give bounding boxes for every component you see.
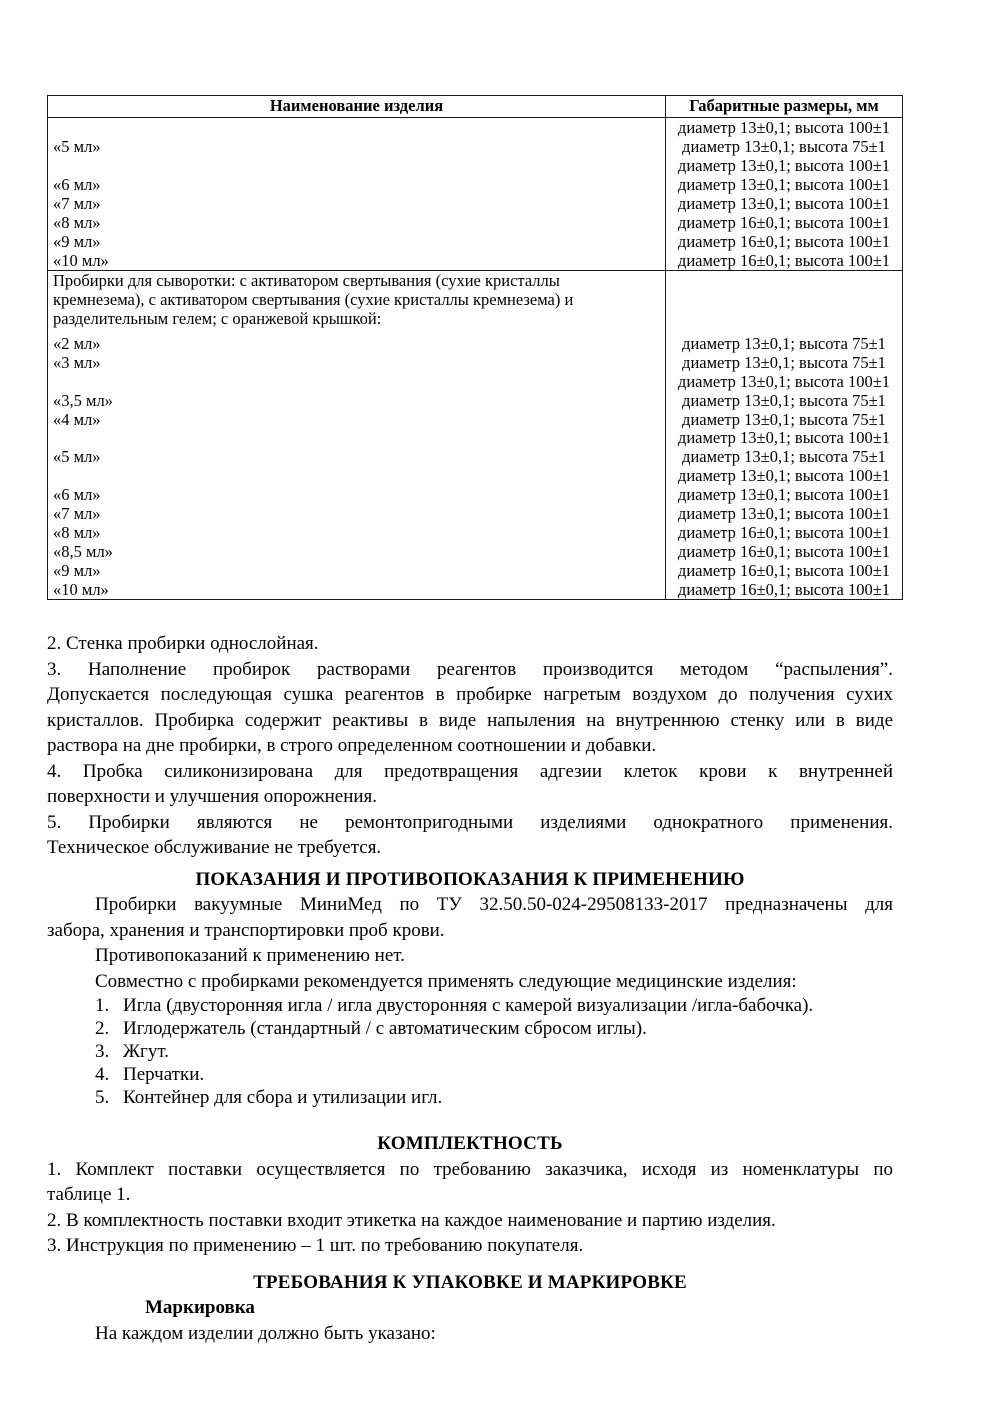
text-line: раствора на дне пробирки, в строго определенном соотношении и добавки. (47, 735, 657, 757)
paragraph-filling (47, 657, 893, 759)
product-name-cell: «9 мл» (48, 232, 666, 251)
table-row (48, 232, 902, 251)
table-row (48, 251, 902, 270)
table-row (48, 194, 902, 213)
dimensions-cell: диаметр 16±0,1; высота 100±1 (677, 560, 891, 580)
table-row (48, 429, 902, 448)
paragraph-instruction (47, 1233, 893, 1259)
serum-intro-line: кремнезема), с активатором свертывания (сухие кристаллы кремнезема) и (53, 290, 574, 309)
text-line: поверхности и улучшения опорожнения. (47, 786, 378, 808)
paragraph-recommended (47, 969, 893, 995)
serum-intro-line: Пробирки для сыворотки: с активатором свертывания (сухие кристаллы (53, 271, 560, 290)
text-line: 2. В комплектность поставки входит этикетка на каждое наименование и партию изделия. (47, 1209, 776, 1231)
list-item-number: 1. (95, 995, 110, 1017)
product-name-cell: «7 мл» (48, 194, 666, 213)
column-header-product-name: Наименование изделия (48, 96, 666, 117)
dimensions-cell: диаметр 16±0,1; высота 100±1 (677, 579, 891, 599)
list-item-text: Иглодержатель (стандартный / с автоматическим сбросом иглы). (123, 1018, 647, 1040)
product-name-cell: «10 мл» (48, 581, 666, 600)
dimensions-cell: диаметр 13±0,1; высота 75±1 (682, 409, 886, 429)
text-line: Пробирки вакуумные МиниМед по ТУ 32.50.50-024-29508133-2017 предназначены для (95, 894, 893, 916)
text-line: таблице 1. (47, 1184, 131, 1206)
paragraph-marking-intro (47, 1321, 893, 1347)
dimensions-cell: диаметр 13±0,1; высота 100±1 (677, 371, 891, 391)
dimensions-cell: диаметр 16±0,1; высота 100±1 (677, 251, 891, 270)
list-item (47, 1086, 893, 1109)
list-item (47, 994, 893, 1017)
text-line: кристаллов. Пробирка содержит реактивы в виде напыления на внутреннюю стенку или в виде (47, 709, 893, 731)
section-heading-packaging: ТРЕБОВАНИЯ К УПАКОВКЕ И МАРКИРОВКЕ (253, 1271, 687, 1293)
section-heading-completeness: КОМПЛЕКТНОСТЬ (377, 1133, 563, 1155)
product-name-cell: «5 мл» (48, 137, 666, 156)
product-name-cell (48, 156, 666, 175)
list-item-text: Контейнер для сбора и утилизации игл. (123, 1087, 443, 1109)
table-row (48, 137, 902, 156)
list-item-number: 4. (95, 1064, 110, 1086)
text-line: Допускается последующая сушка реагентов в пробирке нагретым воздухом до получения сухих (47, 684, 893, 706)
empty-dimensions-cell (666, 271, 902, 335)
dimensions-cell: диаметр 13±0,1; высота 75±1 (682, 352, 886, 372)
dimensions-cell: диаметр 13±0,1; высота 100±1 (677, 485, 891, 505)
serum-intro-line: разделительным гелем; с оранжевой крышкой: (53, 309, 382, 328)
product-name-cell: «3,5 мл» (48, 392, 666, 411)
product-name-cell: «6 мл» (48, 486, 666, 505)
dimensions-cell: диаметр 13±0,1; высота 75±1 (682, 137, 886, 156)
table-row (48, 156, 902, 175)
product-name-cell: «10 мл» (48, 251, 666, 270)
paragraph-contraindications (47, 943, 893, 969)
product-name-cell: «8 мл» (48, 524, 666, 543)
paragraph-wall (47, 631, 893, 657)
table-block-serum (48, 270, 902, 599)
product-name-cell: «8,5 мл» (48, 543, 666, 562)
table-row (48, 448, 902, 467)
paragraph-delivery-set (47, 1157, 893, 1208)
serum-intro-row (48, 271, 902, 335)
text-line: Противопоказаний к применению нет. (95, 945, 405, 967)
table-row (48, 467, 902, 486)
list-item (47, 1017, 893, 1040)
text-line: 1. Комплект поставки осуществляется по требованию заказчика, исходя из номенклатуры по (47, 1158, 893, 1180)
product-name-cell: «9 мл» (48, 562, 666, 581)
paragraph-purpose (47, 892, 893, 943)
column-header-dimensions: Габаритные размеры, мм (689, 96, 879, 115)
dimensions-cell: диаметр 13±0,1; высота 100±1 (677, 175, 891, 194)
text-line: Техническое обслуживание не требуется. (47, 837, 382, 859)
products-table (47, 95, 903, 600)
product-name-cell (48, 467, 666, 486)
text-line: 4. Пробка силиконизирована для предотвращения адгезии клеток крови к внутренней (47, 760, 893, 782)
document-content (47, 95, 903, 1346)
text-line: 2. Стенка пробирки однослойная. (47, 633, 319, 655)
dimensions-cell: диаметр 13±0,1; высота 100±1 (677, 194, 891, 213)
list-item (47, 1040, 893, 1063)
serum-intro-cell (48, 271, 666, 335)
dimensions-cell: диаметр 13±0,1; высота 100±1 (677, 466, 891, 486)
dimensions-cell: диаметр 16±0,1; высота 100±1 (677, 232, 891, 251)
table-row (48, 392, 902, 411)
table-row (48, 562, 902, 581)
product-name-cell: «2 мл» (48, 335, 666, 354)
dimensions-cell: диаметр 13±0,1; высота 100±1 (677, 156, 891, 175)
dimensions-cell: диаметр 16±0,1; высота 100±1 (677, 541, 891, 561)
table-row (48, 486, 902, 505)
table-row (48, 354, 902, 373)
text-line: забора, хранения и транспортировки проб крови. (47, 919, 445, 941)
dimensions-cell: диаметр 13±0,1; высота 100±1 (677, 118, 891, 137)
dimensions-cell: диаметр 13±0,1; высота 100±1 (677, 428, 891, 448)
table-row (48, 543, 902, 562)
product-name-cell: «6 мл» (48, 175, 666, 194)
product-name-cell (48, 429, 666, 448)
list-item-number: 3. (95, 1041, 110, 1063)
product-name-cell (48, 373, 666, 392)
dimensions-cell: диаметр 13±0,1; высота 75±1 (682, 390, 886, 410)
serum-rows (48, 335, 902, 599)
recommended-devices-list (47, 994, 893, 1109)
table-row (48, 118, 902, 137)
body-text (47, 631, 893, 1346)
paragraph-label (47, 1208, 893, 1234)
dimensions-cell: диаметр 13±0,1; высота 75±1 (682, 334, 886, 353)
table-row (48, 213, 902, 232)
paragraph-stopper (47, 759, 893, 810)
dimensions-cell: диаметр 16±0,1; высота 100±1 (677, 522, 891, 542)
text-line: 3. Инструкция по применению – 1 шт. по требованию покупателя. (47, 1235, 584, 1257)
section-heading-indications: ПОКАЗАНИЯ И ПРОТИВОПОКАЗАНИЯ К ПРИМЕНЕНИЮ (195, 868, 745, 890)
list-item-number: 2. (95, 1018, 110, 1040)
subheading-marking: Маркировка (145, 1297, 255, 1319)
table-header-row (48, 96, 902, 118)
product-name-cell: «7 мл» (48, 505, 666, 524)
text-line: Совместно с пробирками рекомендуется применять следующие медицинские изделия: (95, 970, 797, 992)
table-row (48, 505, 902, 524)
paragraph-single-use (47, 810, 893, 861)
dimensions-cell: диаметр 13±0,1; высота 75±1 (682, 447, 886, 467)
list-item-text: Игла (двусторонняя игла / игла двусторонняя с камерой визуализации /игла-бабочка). (123, 995, 814, 1017)
table-row (48, 373, 902, 392)
table-row (48, 411, 902, 430)
table-row (48, 581, 902, 600)
list-item-text: Перчатки. (123, 1064, 205, 1086)
product-name-cell: «5 мл» (48, 448, 666, 467)
dimensions-cell: диаметр 13±0,1; высота 100±1 (677, 504, 891, 524)
text-line: 3. Наполнение пробирок растворами реагентов производится методом “распыления”. (47, 658, 893, 680)
table-row (48, 335, 902, 354)
table-row (48, 175, 902, 194)
product-name-cell (48, 118, 666, 137)
list-item-text: Жгут. (123, 1041, 169, 1063)
list-item (47, 1063, 893, 1086)
product-name-cell: «8 мл» (48, 213, 666, 232)
product-name-cell: «4 мл» (48, 411, 666, 430)
text-line: 5. Пробирки являются не ремонтопригодными изделиями однократного применения. (47, 811, 893, 833)
list-item-number: 5. (95, 1087, 110, 1109)
dimensions-cell: диаметр 16±0,1; высота 100±1 (677, 213, 891, 232)
product-name-cell: «3 мл» (48, 354, 666, 373)
table-row (48, 524, 902, 543)
text-line: На каждом изделии должно быть указано: (95, 1322, 436, 1344)
table-block-volumes (48, 118, 902, 270)
